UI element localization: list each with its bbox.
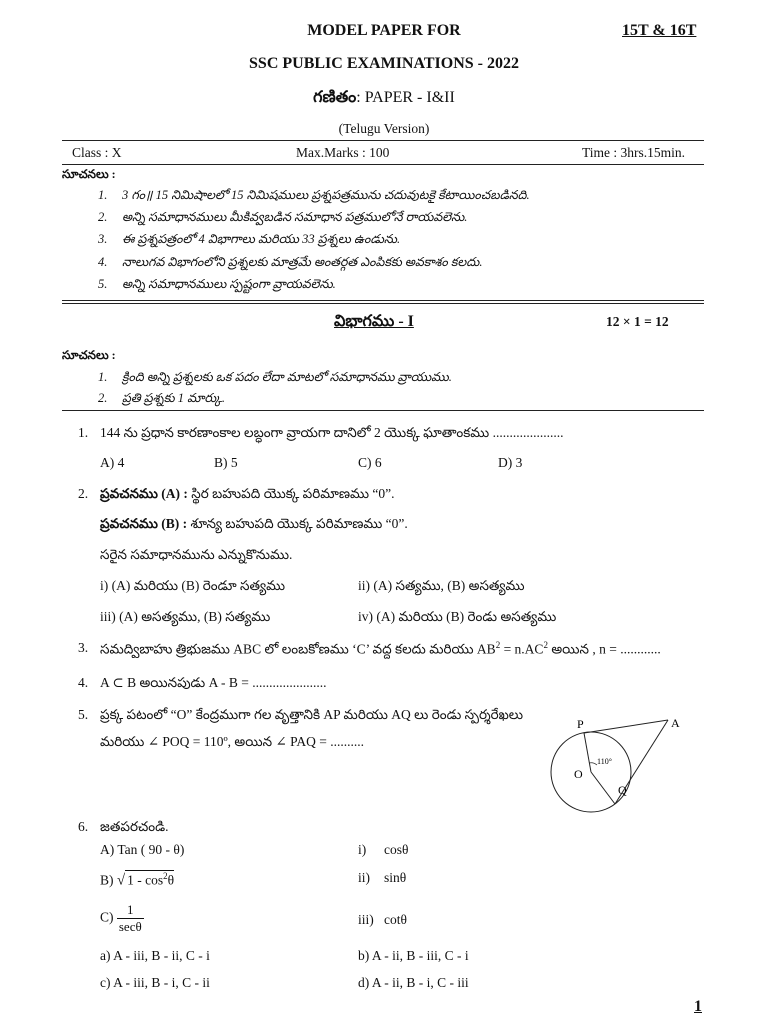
- subject-telugu: గణితం: [313, 89, 357, 106]
- q3-sup2: 2: [543, 640, 548, 650]
- fraction: [117, 902, 144, 935]
- subject-paper: : PAPER - I&II: [356, 89, 455, 106]
- question-number: 4.: [78, 675, 89, 690]
- section-instructions-title: సూచనలు :: [62, 348, 116, 362]
- instruction-num: 1.: [98, 188, 108, 202]
- paper-code: 15T & 16T: [622, 22, 697, 39]
- divider: [62, 410, 704, 411]
- question-number: 1.: [78, 425, 89, 440]
- option-i: i) (A) మరియు (B) రెండూ సత్యము: [100, 578, 286, 593]
- question-number: 5.: [78, 707, 89, 722]
- instruction-num: 2.: [98, 210, 108, 224]
- option-iv: iv) (A) మరియు (B) రెండు అసత్యము: [358, 609, 557, 624]
- match-right-i-label: i): [358, 842, 367, 857]
- option-b: b) A - ii, B - iii, C - i: [358, 948, 469, 963]
- option-b: B) 5: [214, 455, 238, 470]
- match-right-ii: sinθ: [384, 870, 407, 885]
- subject-line: [0, 88, 768, 110]
- angle-arc: [589, 763, 597, 765]
- question-text: A ⊂ B అయినపుడు A - B = ......................: [100, 675, 327, 690]
- question-text: [100, 640, 661, 661]
- radius-op: [584, 733, 591, 772]
- label-p: P: [577, 717, 584, 731]
- instruction-num: 5.: [98, 277, 108, 291]
- match-left-b-label: B): [100, 872, 114, 888]
- instruction-text: నాలుగవ విభాగంలోని ప్రశ్నలకు మాత్రమే అంతర్గత ఎంపికకు అవకాశం కలదు.: [122, 255, 483, 269]
- section-instruction-num: 2.: [98, 391, 108, 405]
- label-o: O: [574, 767, 583, 781]
- question-number: 3.: [78, 640, 89, 655]
- option-c: c) A - iii, B - i, C - ii: [100, 975, 210, 990]
- instruction-num: 3.: [98, 232, 108, 246]
- section-instruction-num: 1.: [98, 370, 108, 384]
- version-label: (Telugu Version): [338, 121, 430, 136]
- label-angle: 110°: [597, 757, 612, 766]
- question-text: 144 ను ప్రధాన కారణాంకాల లబ్ధంగా వ్రాయగా దానిలో 2 యొక్క ఘాతాంకము .....................: [100, 425, 564, 440]
- match-right-ii-label: ii): [358, 870, 370, 885]
- instructions-title: సూచనలు :: [62, 167, 116, 181]
- q3-text-a: సమద్విబాహు త్రిభుజము ABC లో లంబకోణము ‘C’ వద్ద కలదు మరియు AB: [100, 641, 496, 657]
- tangent-circle-figure: [548, 712, 698, 822]
- statement-b-text: శూన్య బహుపది యొక్క పరిమాణము “0”.: [190, 516, 408, 531]
- fraction-denominator: secθ: [118, 919, 142, 934]
- b-theta: θ: [167, 872, 175, 888]
- match-right-i: cosθ: [384, 842, 409, 857]
- radius-oq: [591, 772, 615, 804]
- section-marks: 12 × 1 = 12: [606, 314, 669, 329]
- statement-a: [100, 486, 394, 505]
- instruction-num: 4.: [98, 255, 108, 269]
- divider: [62, 164, 704, 165]
- question-text: ప్రక్క పటంలో “O” కేంద్రముగా గల వృత్తానికి AP మరియు AQ లు రెండు స్పర్శరేఖలు: [100, 707, 524, 722]
- statement-a-label: ప్రవచనము (A) :: [100, 486, 188, 501]
- double-divider: [62, 300, 704, 304]
- sqrt-sign: √: [116, 872, 126, 889]
- section-instruction-text: క్రింది అన్ని ప్రశ్నలకు ఒక పదం లేదా మాటలో సమాధానము వ్రాయుము.: [122, 370, 452, 384]
- match-right-iii: cotθ: [384, 912, 407, 927]
- question-prompt: సరైన సమాధానమును ఎన్నుకొనుము.: [100, 547, 293, 562]
- page-number: 1: [694, 998, 702, 1015]
- label-a: A: [671, 716, 680, 730]
- statement-a-text: స్థిర బహుపది యొక్క పరిమాణము “0”.: [191, 486, 395, 501]
- match-left-a: A) Tan ( 90 - θ): [100, 842, 185, 857]
- option-c: C) 6: [358, 455, 382, 470]
- q3-sup1: 2: [495, 640, 501, 650]
- match-left-c: [100, 902, 144, 935]
- b-expr: 1 - cos: [127, 872, 164, 888]
- tangent-ap: [584, 720, 668, 733]
- option-a: a) A - iii, B - ii, C - i: [100, 948, 210, 963]
- section-instruction-text: ప్రతి ప్రశ్నకు 1 మార్కు.: [122, 391, 226, 405]
- class-label: Class : X: [72, 145, 122, 160]
- divider: [62, 140, 704, 141]
- section-title: విభాగము - I: [334, 313, 414, 330]
- statement-b: [100, 516, 408, 535]
- option-d: d) A - ii, B - i, C - iii: [358, 975, 469, 990]
- instruction-text: 3 గం॥ 15 నిమిషాలలో 15 నిమిషములు ప్రశ్నపత్రమును చదువుటకై కేటాయించబడినది.: [122, 188, 530, 202]
- header-line2: SSC PUBLIC EXAMINATIONS - 2022: [249, 55, 519, 72]
- q3-text-b: = n.AC: [500, 641, 544, 657]
- label-q: Q: [618, 783, 627, 797]
- instruction-text: అన్ని సమాధానములు స్పష్టంగా వ్రాయవలెను.: [122, 277, 336, 291]
- option-ii: ii) (A) సత్యము, (B) అసత్యము: [358, 578, 525, 593]
- fraction-numerator: 1: [117, 902, 144, 919]
- question-number: 2.: [78, 486, 89, 501]
- question-number: 6.: [78, 819, 89, 834]
- sqrt-radicand: [125, 870, 174, 889]
- option-iii: iii) (A) అసత్యము, (B) సత్యము: [100, 609, 271, 624]
- instruction-text: ఈ ప్రశ్నపత్రంలో 4 విభాగాలు మరియు 33 ప్రశ్నలు ఉండును.: [122, 232, 401, 246]
- option-d: D) 3: [498, 455, 523, 470]
- match-left-c-label: C): [100, 909, 114, 925]
- question-text: మరియు ∠ POQ = 110º, అయిన ∠ PAQ = ..........: [100, 734, 365, 749]
- question-title: జతపరచండి.: [100, 819, 169, 834]
- header-line1: MODEL PAPER FOR: [307, 22, 461, 39]
- q3-text-c: అయిన , n = ............: [547, 641, 661, 657]
- option-a: A) 4: [100, 455, 125, 470]
- time-label: Time : 3hrs.15min.: [582, 145, 686, 160]
- match-right-iii-label: iii): [358, 912, 374, 927]
- max-marks-label: Max.Marks : 100: [296, 145, 390, 160]
- b-sup: 2: [163, 871, 168, 881]
- instruction-text: అన్ని సమాధానములు మీకివ్వబడిన సమాధాన పత్రములోనే రాయవలెను.: [122, 210, 468, 224]
- match-left-b: [100, 870, 174, 890]
- statement-b-label: ప్రవచనము (B) :: [100, 516, 188, 531]
